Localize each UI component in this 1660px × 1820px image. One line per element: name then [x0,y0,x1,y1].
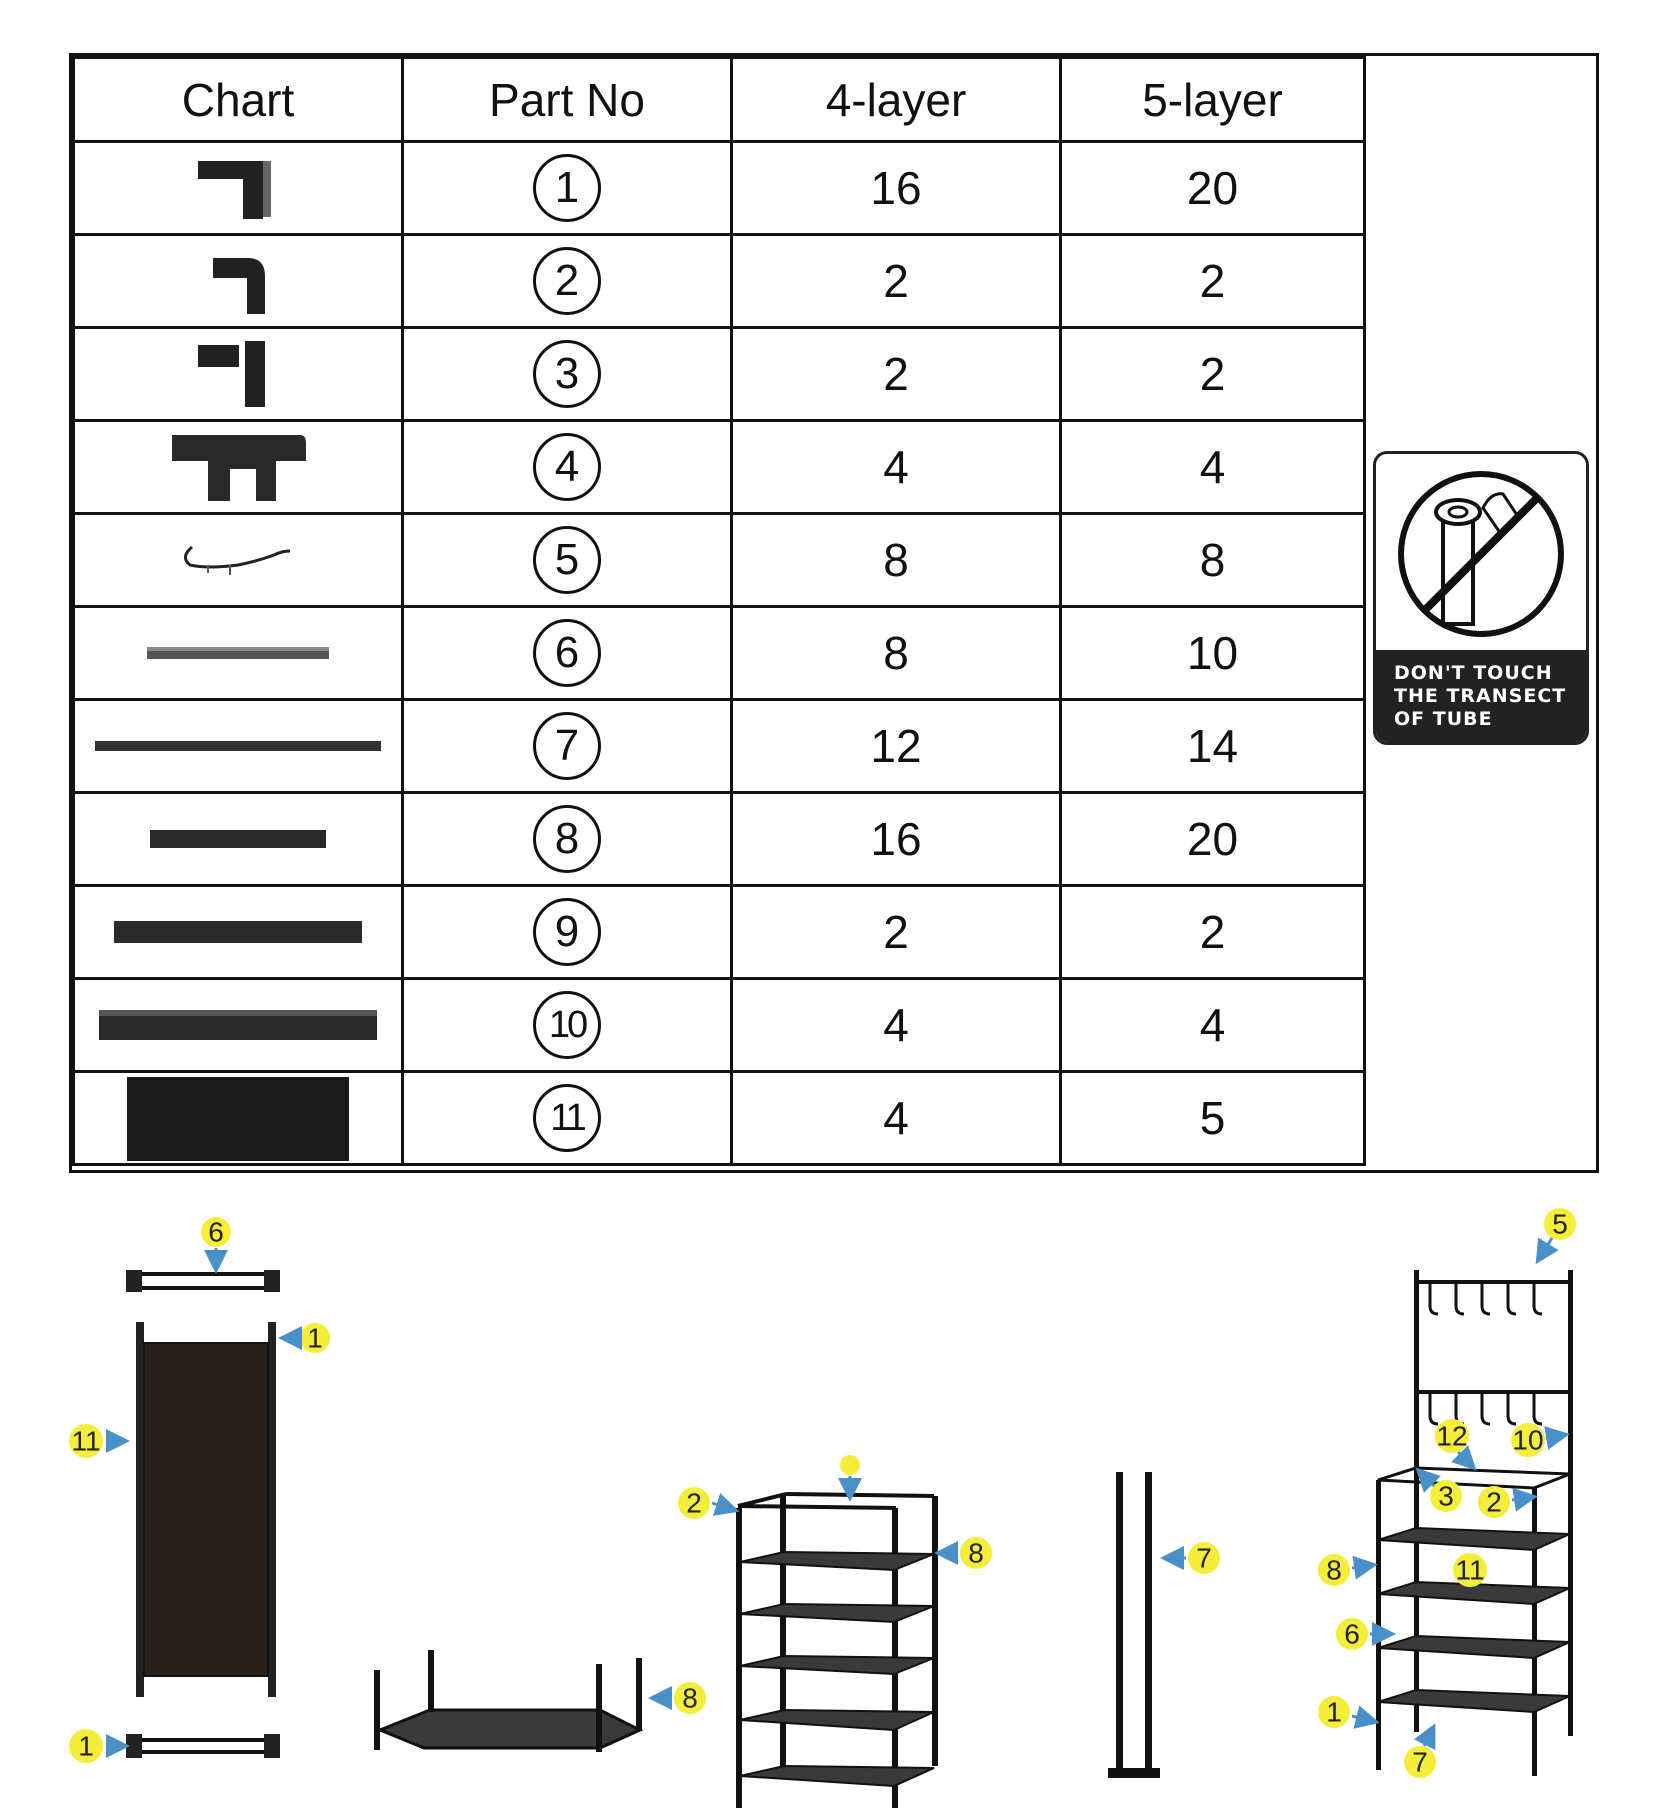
part-4-5-layer-qty: 4 [1061,421,1365,514]
part-3-number [403,328,732,421]
callout-8-shelf [946,1537,992,1569]
part-number-badge: 3 [533,340,601,408]
callout-2-shelf [678,1487,728,1519]
step-poles [1108,1472,1220,1778]
callout-1 [290,1323,330,1354]
part-4-4-layer-qty: 4 [732,421,1061,514]
callout-7-tower [1404,1734,1436,1778]
warning-card [1373,451,1589,745]
callout-8-tower [1318,1554,1366,1586]
part-11-5-layer-qty: 5 [1061,1072,1365,1165]
callout-label: 1 [307,1322,323,1354]
part-11-4-layer-qty: 4 [732,1072,1061,1165]
callout-label: 3 [1438,1480,1454,1512]
part-10-number [403,979,732,1072]
part-number-badge: 4 [533,433,601,501]
part-6-4-layer-qty: 8 [732,607,1061,700]
table-row [74,142,1365,235]
callout-label: 7 [1412,1746,1428,1778]
callout-label: 6 [1344,1618,1360,1650]
callout-label: 12 [1436,1420,1468,1452]
part-3-5-layer-qty: 2 [1061,328,1365,421]
callout-11-tower [1453,1553,1487,1587]
part-9-5-layer-qty: 2 [1061,886,1365,979]
part-5-image [74,514,403,607]
part-number-badge: 7 [533,712,601,780]
part-number-badge: 1 [533,154,601,222]
callout-label: 8 [682,1682,698,1714]
table-row [74,1072,1365,1165]
table-row [74,700,1365,793]
table-row [74,607,1365,700]
part-5-number [403,514,732,607]
callout-8-base [660,1682,706,1714]
part-4-number [403,421,732,514]
part-6-image [74,607,403,700]
part-7-5-layer-qty: 14 [1061,700,1365,793]
part-7-image [74,700,403,793]
part-number-badge: 6 [533,619,601,687]
callout-label: 1 [78,1730,94,1762]
callout-7-poles [1172,1542,1220,1574]
part-11-number [403,1072,732,1165]
part-1-image [74,142,403,235]
callout-label: 11 [1455,1554,1485,1586]
part-number-badge: 5 [533,526,601,594]
callout-1-bottom [69,1729,118,1763]
callout-3-tower [1424,1476,1462,1512]
assembly-diagram [0,1190,1660,1820]
part-11-image [74,1072,403,1165]
header-4-layer: 4-layer [732,58,1061,142]
step-base-shelf [374,1650,706,1752]
callout-label: 2 [686,1487,702,1519]
part-9-number [403,886,732,979]
part-1-5-layer-qty: 20 [1061,142,1365,235]
part-2-image [74,235,403,328]
part-10-5-layer-qty: 4 [1061,979,1365,1072]
callout-12-tower [1435,1419,1469,1462]
warning-line: OF TUBE [1394,708,1493,730]
callout-label: 11 [71,1425,101,1457]
header-row [74,58,1365,142]
callout-label: 7 [1196,1542,1212,1574]
part-1-number [403,142,732,235]
callout-label: 2 [1486,1486,1502,1518]
no-touch-tube-icon [1391,464,1571,644]
table-row [74,421,1365,514]
part-8-5-layer-qty: 20 [1061,793,1365,886]
callout-label: 10 [1512,1424,1544,1456]
part-10-image [74,979,403,1072]
callout-label: 5 [1552,1208,1568,1240]
step-finished-rack [1318,1208,1576,1778]
part-3-image [74,328,403,421]
callout-label: 8 [1326,1554,1342,1586]
callout-label: 8 [968,1537,984,1569]
part-number-badge: 11 [533,1084,601,1152]
parts-table [69,53,1599,1173]
table-row [74,979,1365,1072]
step-shelf-stack [678,1455,992,1808]
part-number-badge: 10 [533,991,601,1059]
table-row [74,328,1365,421]
callout-5-tower [1542,1208,1576,1254]
part-7-4-layer-qty: 12 [732,700,1061,793]
part-10-4-layer-qty: 4 [732,979,1061,1072]
table-row [74,235,1365,328]
part-3-4-layer-qty: 2 [732,328,1061,421]
part-6-5-layer-qty: 10 [1061,607,1365,700]
header-chart: Chart [74,58,403,142]
part-7-number [403,700,732,793]
table-row [74,793,1365,886]
part-8-4-layer-qty: 16 [732,793,1061,886]
table-row [74,886,1365,979]
callout-6 [201,1217,231,1263]
warning-text [1376,650,1586,742]
part-number-badge: 9 [533,898,601,966]
callout-2-tower [1478,1486,1526,1518]
callout-label: 1 [1326,1696,1342,1728]
callout-10-tower [1511,1423,1558,1457]
part-9-4-layer-qty: 2 [732,886,1061,979]
step-side-panel [69,1217,330,1764]
part-number-badge: 8 [533,805,601,873]
warning-line: DON'T TOUCH [1394,662,1553,684]
callout-11 [69,1424,118,1458]
callout-1-tower [1318,1696,1368,1728]
header-part-no: Part No [403,58,732,142]
parts-grid [72,56,1366,1166]
table-row [74,514,1365,607]
part-2-5-layer-qty: 2 [1061,235,1365,328]
header-5-layer: 5-layer [1061,58,1365,142]
part-number-badge: 2 [533,247,601,315]
part-8-number [403,793,732,886]
part-4-image [74,421,403,514]
part-1-4-layer-qty: 16 [732,142,1061,235]
part-5-5-layer-qty: 8 [1061,514,1365,607]
warning-line: THE TRANSECT [1394,685,1567,707]
part-8-image [74,793,403,886]
callout-label: 6 [208,1216,224,1248]
part-2-number [403,235,732,328]
part-5-4-layer-qty: 8 [732,514,1061,607]
part-9-image [74,886,403,979]
part-6-number [403,607,732,700]
part-2-4-layer-qty: 2 [732,235,1061,328]
